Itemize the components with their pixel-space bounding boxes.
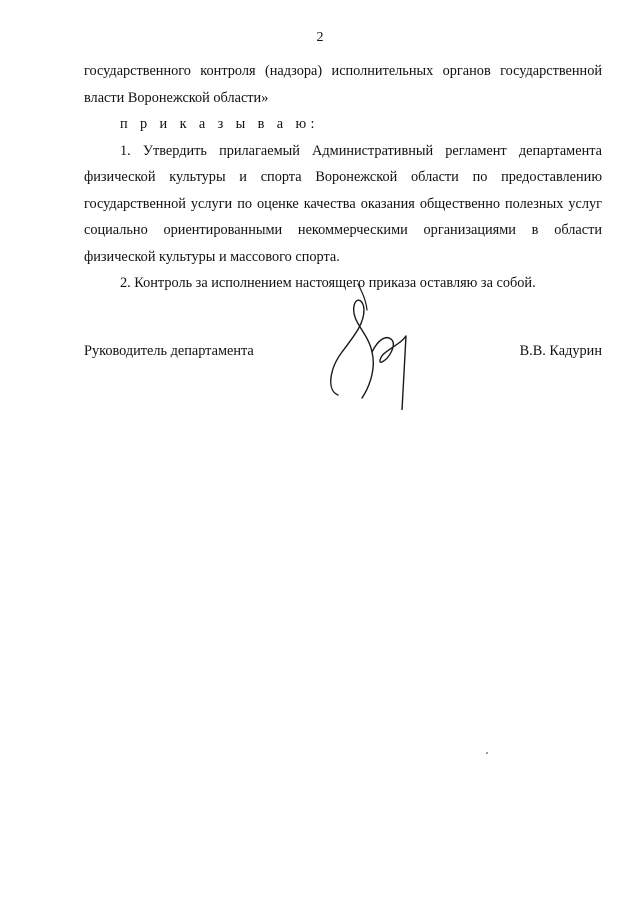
order-heading: п р и к а з ы в а ю: xyxy=(120,116,319,132)
document-body xyxy=(84,58,602,297)
page-number: 2 xyxy=(316,30,324,45)
paragraph-continuation: государственного контроля (надзора) исполнительных органов государственной власти Воронежской области» xyxy=(84,63,602,106)
signer-role: Руководитель департамента xyxy=(84,343,254,359)
signature-row xyxy=(84,343,602,367)
scan-speck xyxy=(486,752,488,754)
signer-name: В.В. Кадурин xyxy=(519,343,602,359)
paragraph-item-2: 2. Контроль за исполнением настоящего приказа оставляю за собой. xyxy=(120,275,536,291)
handwritten-signature xyxy=(320,270,440,410)
paragraph-item-1: 1. Утвердить прилагаемый Административный регламент департамента физической культуры и спорта Воронежской области по предоставлению государственной услуги по оценке качества оказания общественно полезных услуг социально ориентированными некоммерческими организациями в области физической культуры и массового спорта. xyxy=(84,142,602,265)
